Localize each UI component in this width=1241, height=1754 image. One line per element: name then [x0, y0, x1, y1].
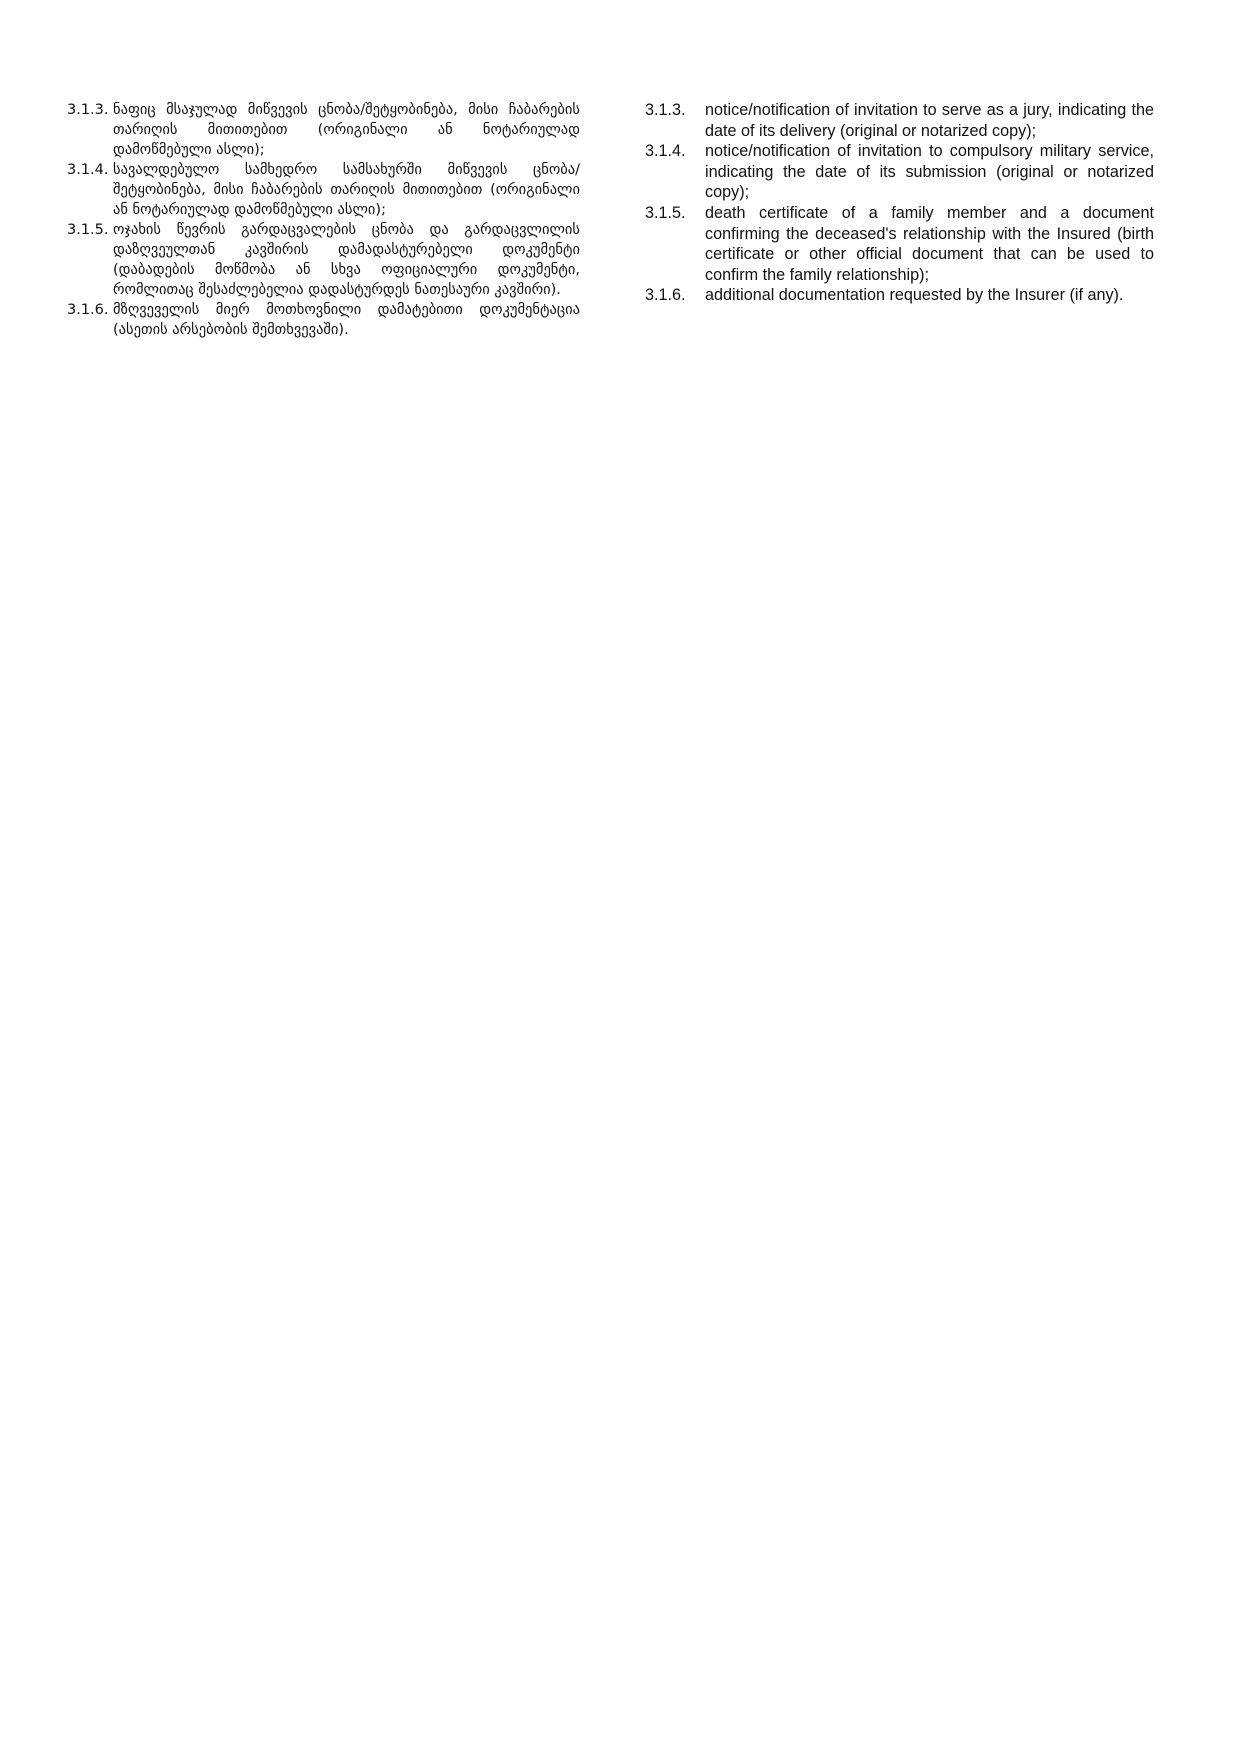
clause-text: notice/notification of invitation to compulsory military service, indicating the date of its submission (original or notarized copy); — [705, 142, 1154, 202]
clause-number: 3.1.4. — [67, 162, 109, 178]
clause-text: notice/notification of invitation to serve as a jury, indicating the date of its delivery (original or notarized copy); — [705, 101, 1154, 140]
clause-3-1-3-ka — [67, 100, 580, 160]
clause-number: 3.1.3. — [67, 102, 109, 118]
english-column — [645, 100, 1154, 306]
clause-text: ოჯახის წევრის გარდაცვალების ცნობა და გარდაცვლილის დაზღვეულთან კავშირის დამადასტურებელი დოკუმენტი (დაბადების მოწმობა ან სხვა ოფიციალური დოკუმენტი, რომლითაც შესაძლებელია დადასტურდეს ნათესაური კავშირი). — [113, 222, 580, 298]
clause-number: 3.1.6. — [67, 302, 109, 318]
clause-number: 3.1.4. — [645, 142, 686, 161]
clause-text: ნაფიც მსაჯულად მიწვევის ცნობა/შეტყობინება, მისი ჩაბარების თარიღის მითითებით (ორიგინალი ან ნოტარიულად დამოწმებული ასლი); — [113, 102, 580, 158]
clause-number: 3.1.3. — [645, 101, 686, 119]
clause-number: 3.1.5. — [67, 222, 109, 238]
clause-3-1-4-en — [645, 141, 1154, 203]
clause-3-1-6-ka — [67, 300, 580, 340]
clause-text: სავალდებულო სამხედრო სამსახურში მიწვევის ცნობა/შეტყობინება, მისი ჩაბარების თარიღის მითითებით (ორიგინალი ან ნოტარიულად დამოწმებული ასლი); — [113, 162, 580, 218]
clause-3-1-4-ka — [67, 160, 580, 220]
clause-3-1-5-en — [645, 203, 1154, 285]
clause-text: მზღვეველის მიერ მოთხოვნილი დამატებითი დოკუმენტაცია (ასეთის არსებობის შემთხვევაში). — [113, 302, 580, 338]
clause-number: 3.1.6. — [645, 286, 686, 305]
clause-3-1-3-en — [645, 100, 1154, 141]
clause-3-1-6-en — [645, 285, 1154, 306]
clause-text: death certificate of a family member and a document confirming the deceased's relationship with the Insured (birth certificate or other official document that can be used to confirm the family relationship); — [705, 203, 1154, 284]
clause-text: additional documentation requested by the Insurer (if any). — [705, 286, 1124, 305]
clause-number: 3.1.5. — [645, 203, 686, 222]
clause-3-1-5-ka — [67, 220, 580, 300]
georgian-column — [67, 100, 580, 340]
